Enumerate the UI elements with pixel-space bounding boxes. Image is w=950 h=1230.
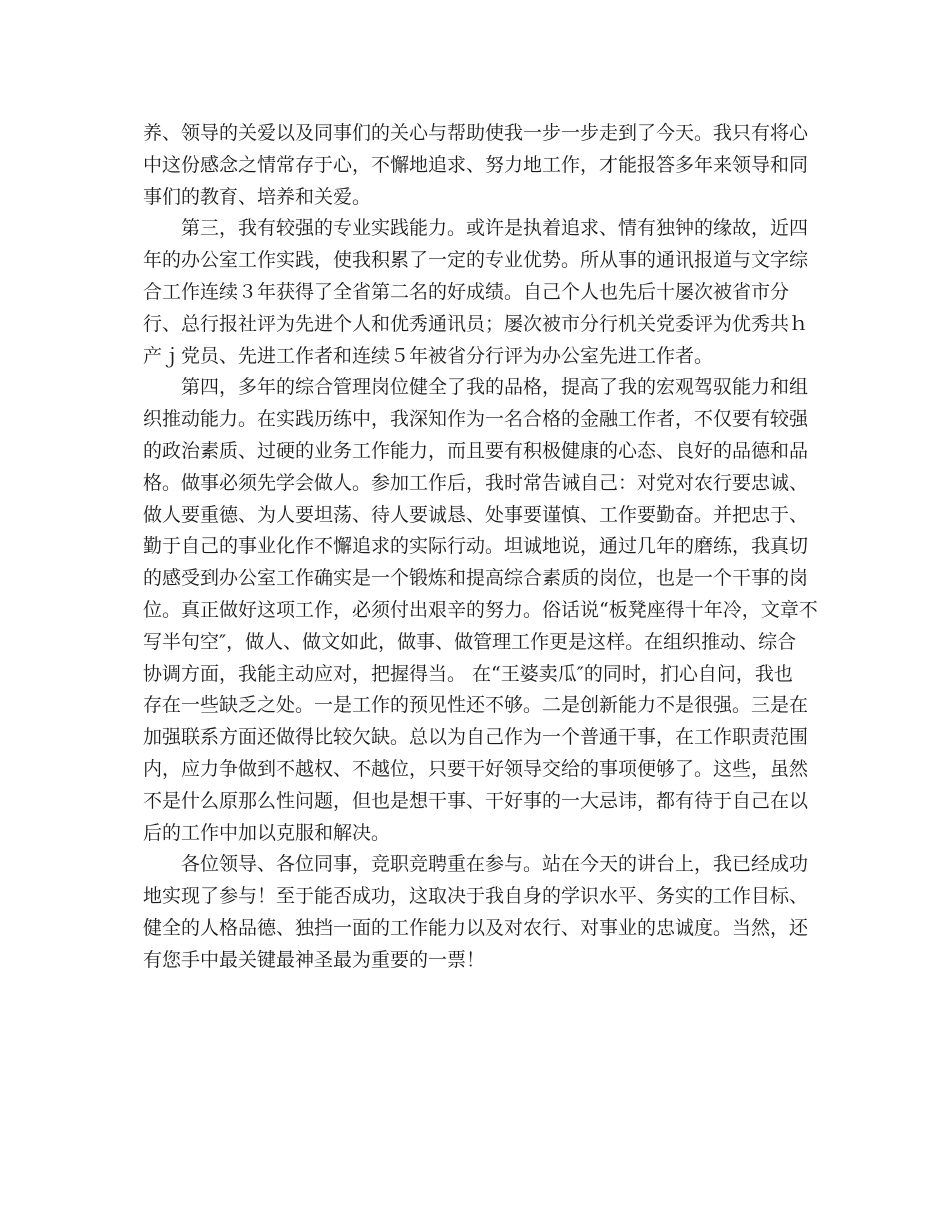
text-line: 健全的人格品德、独挡一面的工作能力以及对农行、对事业的忠诚度。当然，还 [143, 916, 809, 939]
text-line: 有您手中最关键最神圣最为重要的一票！ [143, 948, 486, 971]
text-line: 存在一些缺乏之处。一是工作的预见性还不够。二是创新能力不是很强。三是在 [143, 694, 809, 717]
text-line: 产ｊ党员、先进工作者和连续５年被省分行评为办公室先进工作者。 [143, 344, 714, 367]
text-line: 养、领导的关爱以及同事们的关心与帮助使我一步一步走到了今天。我只有将心 [143, 122, 809, 144]
text-line: 合工作连续３年获得了全省第二名的好成绩。自己个人也先后十屡次被省市分 [143, 280, 790, 303]
text-line: 做人要重德、为人要坦荡、待人要诚恳、处事要谨慎、工作要勤奋。并把忠于、 [143, 503, 809, 526]
text-line: 中这份感念之情常存于心，不懈地追求、努力地工作，才能报答多年来领导和同 [143, 153, 809, 176]
text-line: 格。做事必须先学会做人。参加工作后，我时常告诫自己：对党对农行要忠诚、 [143, 471, 809, 494]
text-line: 勤于自己的事业化作不懈追求的实际行动。坦诚地说，通过几年的磨练，我真切 [143, 535, 809, 558]
text-line: 不是什么原那么性问题，但也是想干事、干好事的一大忌讳，都有待于自己在以 [143, 789, 809, 812]
text-line: 第四，多年的综合管理岗位健全了我的品格，提高了我的宏观驾驭能力和组 [143, 376, 809, 399]
text-line: 地实现了参与！至于能否成功，这取决于我自身的学识水平、务实的工作目标、 [143, 885, 809, 908]
text-line: 第三，我有较强的专业实践能力。或许是执着追求、情有独钟的缘故，近四 [143, 217, 809, 240]
text-line: 后的工作中加以克服和解决。 [143, 821, 391, 844]
text-line: 年的办公室工作实践，使我积累了一定的专业优势。所从事的通讯报道与文字综 [143, 249, 809, 272]
text-line: 各位领导、各位同事，竞职竞聘重在参与。站在今天的讲台上，我已经成功 [143, 853, 809, 876]
text-line: 事们的教育、培养和关爱。 [143, 185, 372, 208]
text-line: 加强联系方面还做得比较欠缺。总以为自己作为一个普通干事，在工作职责范围 [143, 726, 809, 749]
text-line: 的政治素质、过硬的业务工作能力，而且要有积极健康的心态、良好的品德和品 [143, 439, 809, 462]
text-line: 行、总行报社评为先进个人和优秀通讯员；屡次被市分行机关党委评为优秀共ｈ [143, 312, 809, 335]
text-line: 内，应力争做到不越权、不越位，只要干好领导交给的事项便够了。这些，虽然 [143, 757, 809, 780]
text-line: 协调方面，我能主动应对，把握得当。 在“王婆卖瓜″的同时，扪心自问，我也 [143, 662, 793, 685]
body-text [143, 118, 818, 977]
text-line: 织推动能力。在实践历练中，我深知作为一名合格的金融工作者，不仅要有较强 [143, 408, 809, 431]
text-line: 的感受到办公室工作确实是一个锻炼和提高综合素质的岗位，也是一个干事的岗 [143, 567, 809, 590]
text-line: 写半句空″，做人、做文如此，做事、做管理工作更是这样。在组织推动、综合 [143, 630, 797, 653]
text-line: 位。真正做好这项工作，必须付出艰辛的努力。俗话说“板凳座得十年冷，文章不 [143, 598, 818, 621]
